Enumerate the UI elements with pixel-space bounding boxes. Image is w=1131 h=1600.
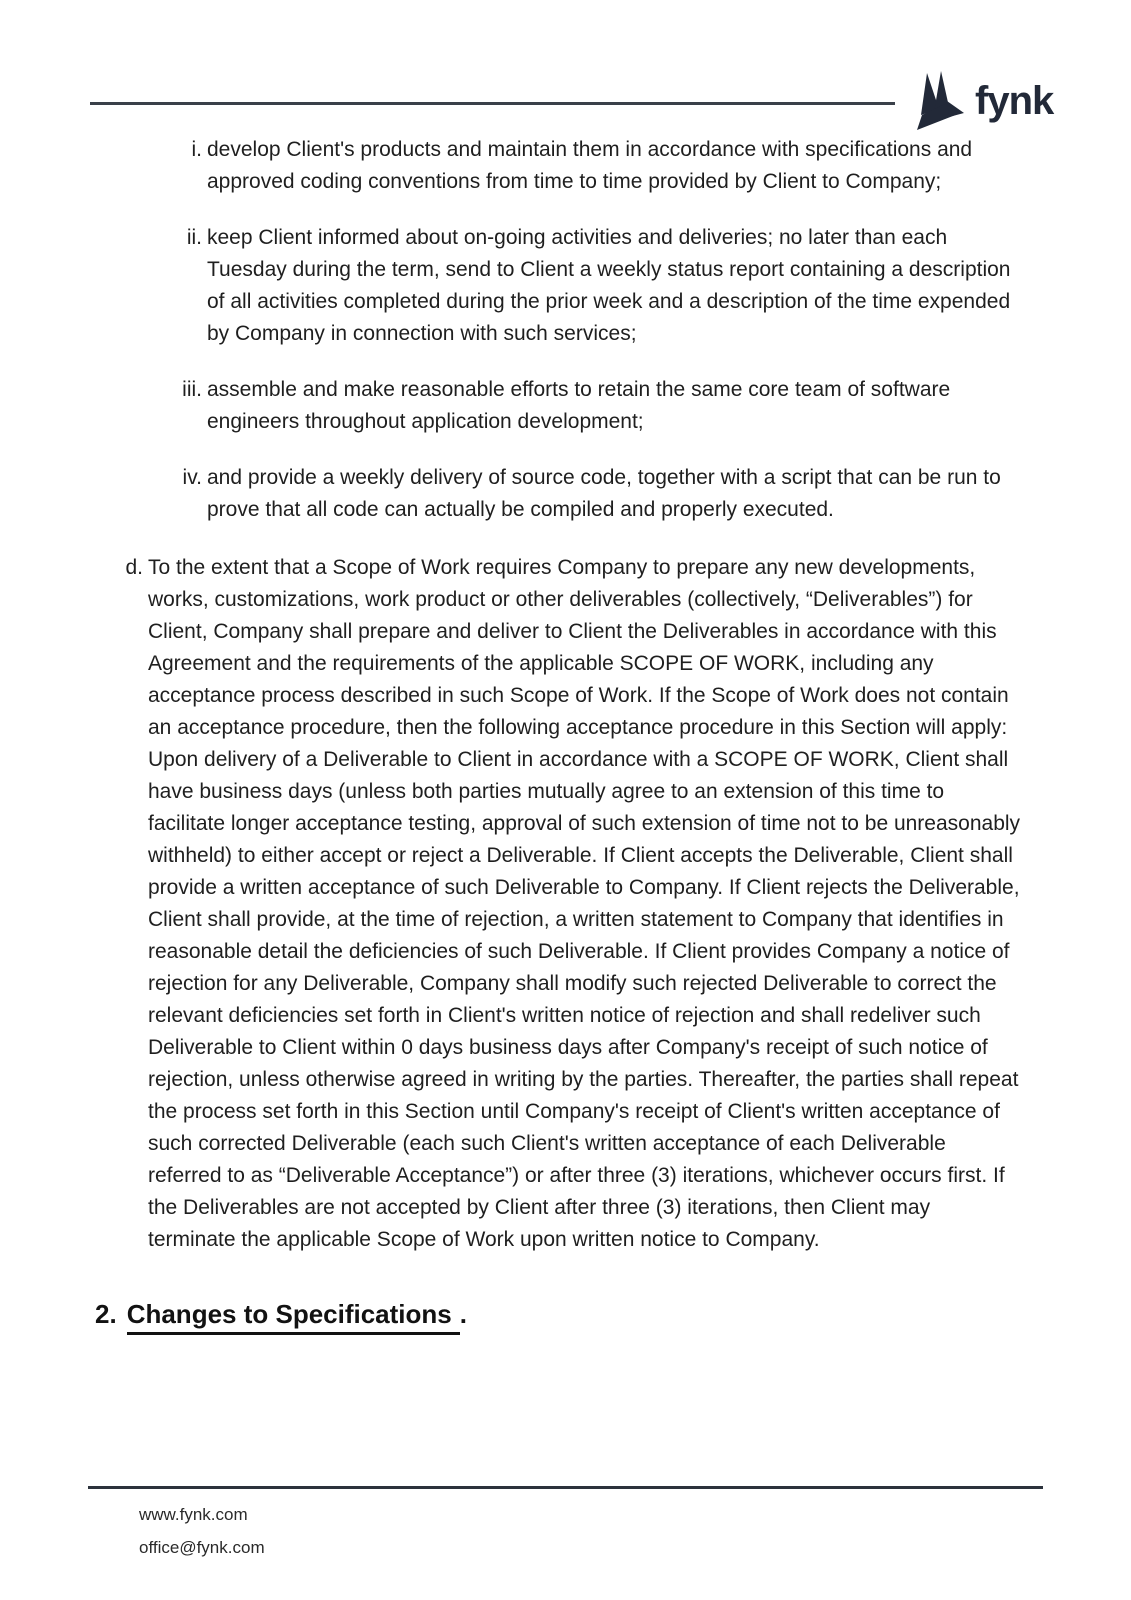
list-item-marker: iv. bbox=[182, 466, 202, 489]
list-item-iv bbox=[150, 462, 1131, 526]
list-item-text: assemble and make reasonable efforts to retain the same core team of software engineers throughout application development; bbox=[207, 378, 951, 433]
list-item-marker: i. bbox=[191, 138, 202, 161]
list-item-text: and provide a weekly delivery of source code, together with a script that can be run to prove that all code can actually be compiled and properly executed. bbox=[207, 466, 1001, 521]
list-item-marker: iii. bbox=[182, 378, 202, 401]
paragraph-d-marker: d. bbox=[125, 556, 143, 579]
header-divider bbox=[90, 102, 895, 105]
paragraph-d bbox=[118, 552, 1131, 1256]
origami-crane-icon bbox=[915, 70, 965, 132]
list-item-text: keep Client informed about on-going activities and deliveries; no later than each Tuesday during the term, send to Client a weekly status report containing a description of all activities completed during the prior week and a description of the time expended by Company in connection with such services; bbox=[207, 226, 1011, 345]
fynk-logo-text: fynk bbox=[975, 79, 1054, 123]
section-number: 2. bbox=[95, 1299, 117, 1329]
footer-email: office@fynk.com bbox=[139, 1538, 265, 1557]
list-item-iii bbox=[150, 374, 1131, 438]
section-period: . bbox=[459, 1299, 467, 1329]
fynk-logo bbox=[915, 70, 1053, 132]
paragraph-d-text: To the extent that a Scope of Work requires Company to prepare any new developments, works, customizations, work product or other deliverables (collectively, “Deliverables”) for Client, Company shall prepare and deliver to Client the Deliverables in accordance with this Agreement and the requirements of the applicable SCOPE OF WORK, including any acceptance process described in such Scope of Work. If the Scope of Work does not contain an acceptance procedure, then the following acceptance procedure in this Section will apply: Upon delivery of a Deliverable to Client in accordance with a SCOPE OF WORK, Client shall have business days (unless both parties mutually agree to an extension of this time to facilitate longer acceptance testing, approval of such extension of time not to be unreasonably withheld) to either accept or reject a Deliverable. If Client accepts the Deliverable, Client shall provide a written acceptance of such Deliverable to Company. If Client rejects the Deliverable, Client shall provide, at the time of rejection, a written statement to Company that identifies in reasonable detail the deficiencies of such Deliverable. If Client provides Company a notice of rejection for any Deliverable, Company shall modify such rejected Deliverable to correct the relevant deficiencies set forth in Client's written notice of rejection and shall redeliver such Deliverable to Client within 0 days business days after Company's receipt of such notice of rejection, unless otherwise agreed in writing by the parties. Thereafter, the parties shall repeat the process set forth in this Section until Company's receipt of Client's written acceptance of such corrected Deliverable (each such Client's written acceptance of each Deliverable referred to as “Deliverable Acceptance”) or after three (3) iterations, whichever occurs first. If the Deliverables are not accepted by Client after three (3) iterations, then Client may terminate the applicable Scope of Work upon written notice to Company. bbox=[148, 556, 1021, 1251]
list-item-text: develop Client's products and maintain them in accordance with specifications and approved coding conventions from time to time provided by Client to Company; bbox=[207, 138, 973, 193]
page-footer bbox=[139, 1498, 265, 1564]
footer-website: www.fynk.com bbox=[139, 1505, 248, 1524]
list-item-i bbox=[150, 134, 1131, 198]
footer-divider bbox=[88, 1486, 1043, 1489]
list-item-marker: ii. bbox=[186, 226, 202, 249]
contract-content bbox=[0, 134, 1131, 1330]
section-heading bbox=[95, 1298, 1131, 1330]
list-item-ii bbox=[150, 222, 1131, 350]
section-title: Changes to Specifications bbox=[127, 1299, 460, 1335]
